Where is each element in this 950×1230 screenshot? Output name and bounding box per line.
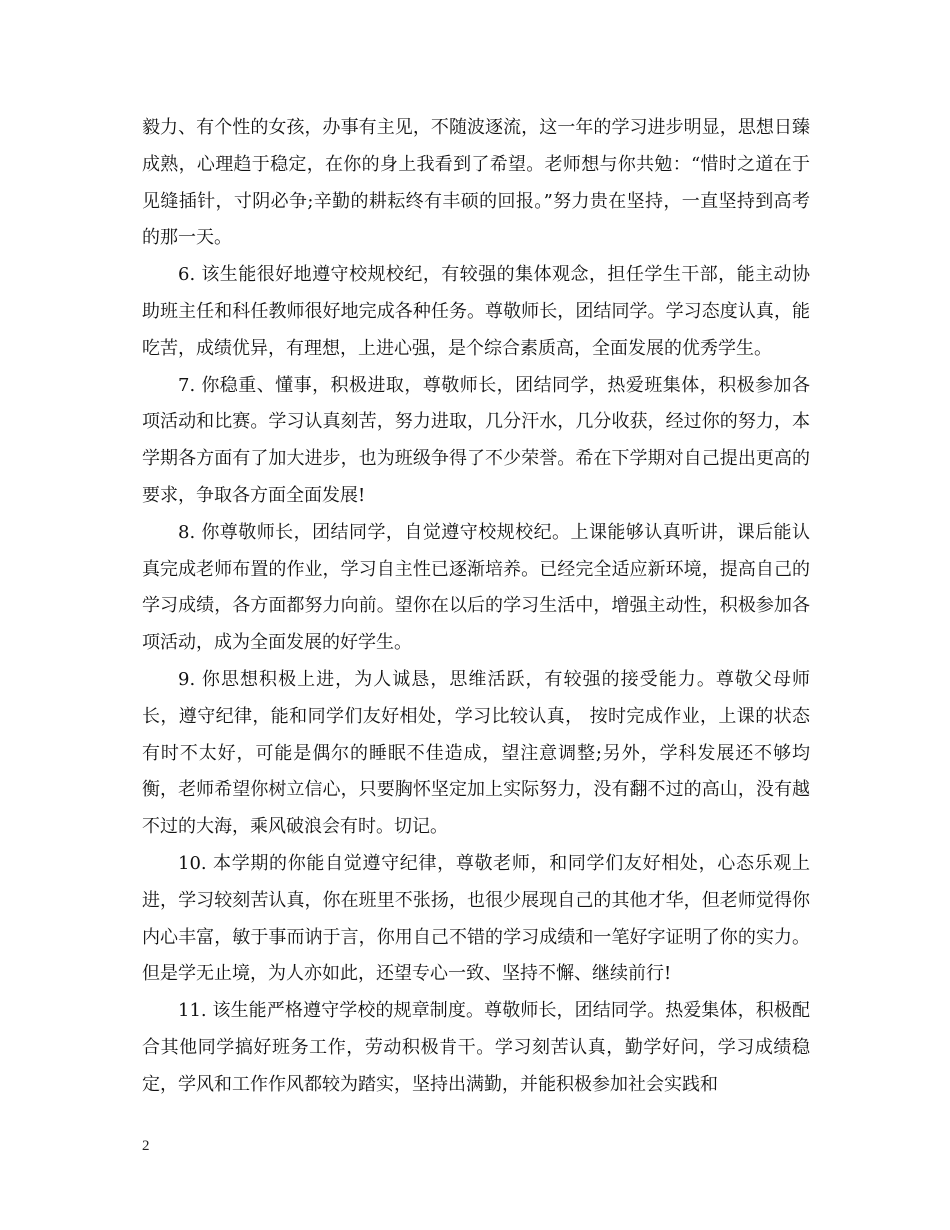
- paragraph-comment-6: 6. 该生能很好地遵守校规校纪，有较强的集体观念，担任学生干部，能主动协助班主任和科任教师很好地完成各种任务。尊敬师长，团结同学。学习态度认真，能吃苦，成绩优异，有理想，上进心强，是个综合素质高，全面发展的优秀学生。: [142, 264, 810, 359]
- paragraph-comment-11: 11. 该生能严格遵守学校的规章制度。尊敬师长，团结同学。热爱集体，积极配合其他同学搞好班务工作，劳动积极肯干。学习刻苦认真，勤学好问，学习成绩稳定，学风和工作作风都较为踏实，坚持出满勤，并能积极参加社会实践和: [142, 1000, 810, 1095]
- paragraph-comment-7: 7. 你稳重、懂事，积极进取，尊敬师长，团结同学，热爱班集体，积极参加各项活动和比赛。学习认真刻苦，努力进取，几分汗水，几分收获，经过你的努力，本学期各方面有了加大进步，也为班级争得了不少荣誉。希在下学期对自己提出更高的要求，争取各方面全面发展!: [142, 374, 810, 506]
- document-body: [142, 110, 810, 1104]
- paragraph-comment-10: 10. 本学期的你能自觉遵守纪律，尊敬老师，和同学们友好相处，心态乐观上进，学习较刻苦认真，你在班里不张扬，也很少展现自己的其他才华，但老师觉得你内心丰富，敏于事而讷于言，你用自己不错的学习成绩和一笔好字证明了你的实力。但是学无止境，为人亦如此，还望专心一致、坚持不懈、继续前行!: [142, 852, 810, 985]
- page-number: 2: [142, 1138, 150, 1154]
- paragraph-comment-8: 8. 你尊敬师长，团结同学，自觉遵守校规校纪。上课能够认真听讲，课后能认真完成老师布置的作业，学习自主性已逐渐培养。已经完全适应新环境，提高自己的学习成绩，各方面都努力向前。望你在以后的学习生活中，增强主动性，积极参加各项活动，成为全面发展的好学生。: [142, 521, 810, 654]
- paragraph-continuation: 毅力、有个性的女孩，办事有主见，不随波逐流，这一年的学习进步明显，思想日臻成熟，心理趋于稳定，在你的身上我看到了希望。老师想与你共勉：“惜时之道在于见缝插针，寸阴必争;辛勤的耕耘终有丰硕的回报。”努力贵在坚持，一直坚持到高考的那一天。: [142, 117, 810, 249]
- paragraph-comment-9: 9. 你思想积极上进，为人诚恳，思维活跃，有较强的接受能力。尊敬父母师长，遵守纪律，能和同学们友好相处，学习比较认真， 按时完成作业，上课的状态有时不太好，可能是偶尔的睡眠不佳造成，望注意调整;另外，学科发展还不够均衡，老师希望你树立信心，只要胸怀坚定加上实际努力，没有翻不过的高山，没有越不过的大海，乘风破浪会有时。切记。: [142, 668, 810, 838]
